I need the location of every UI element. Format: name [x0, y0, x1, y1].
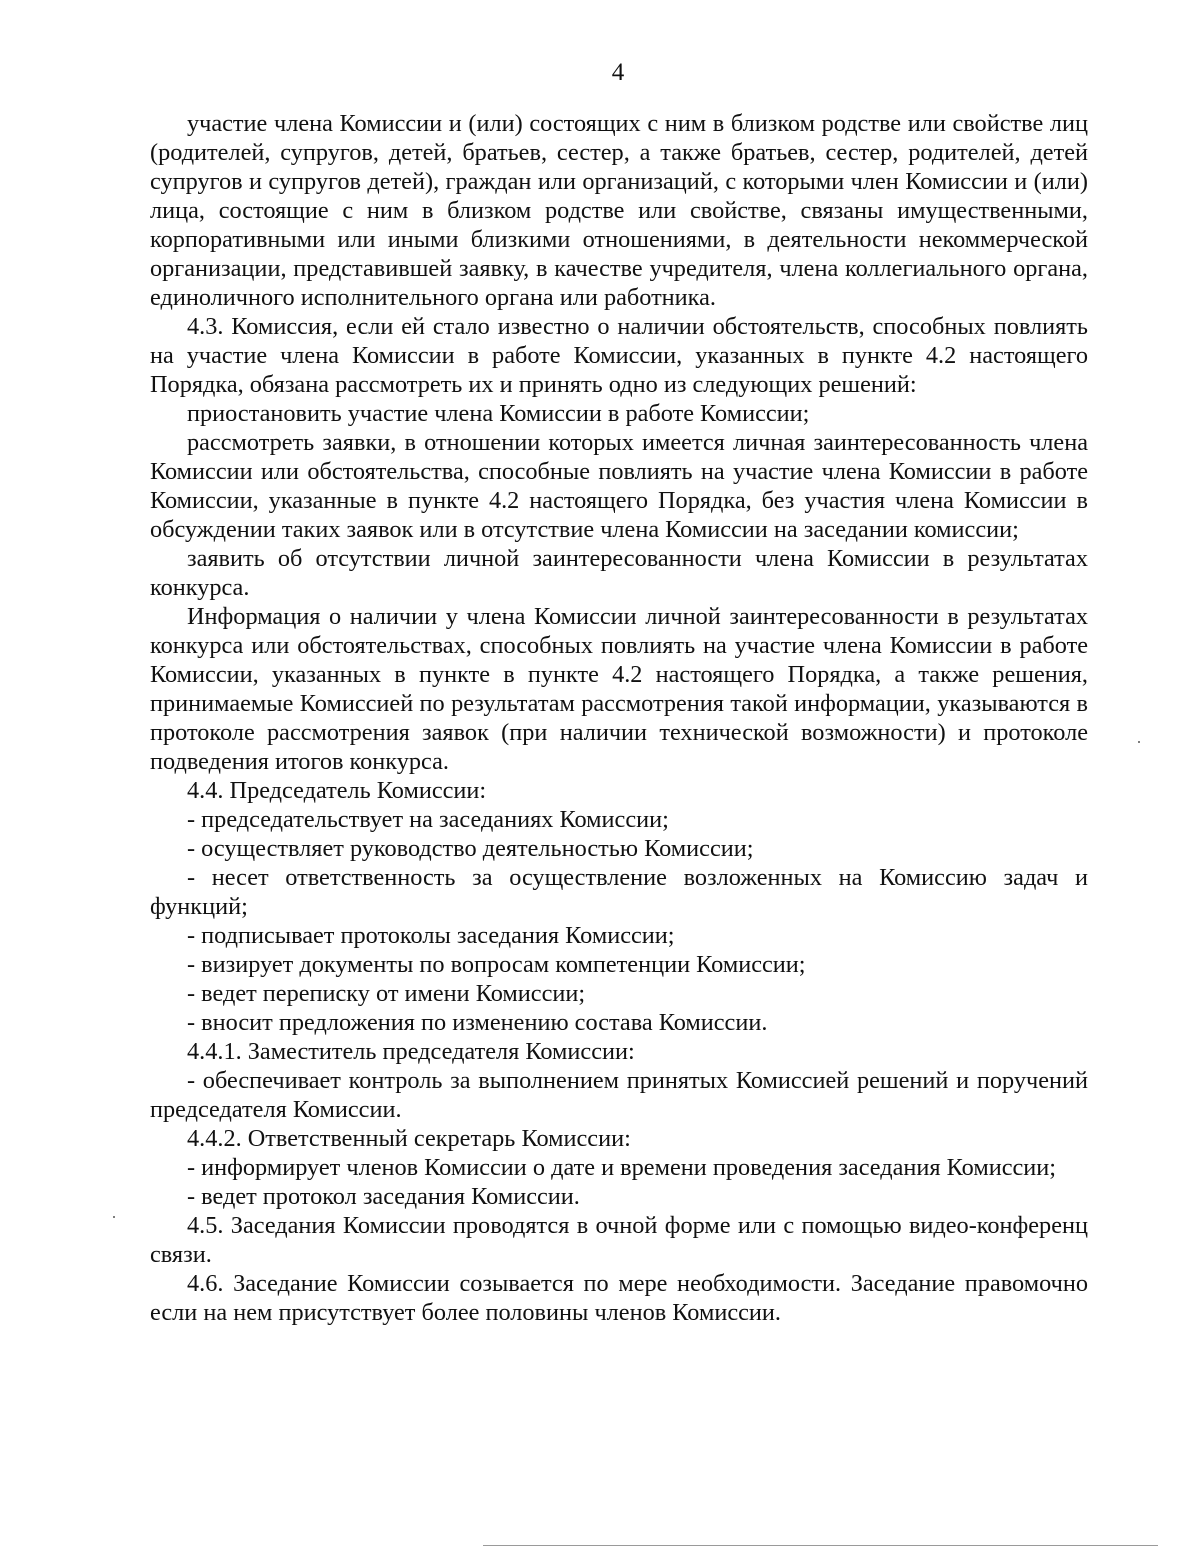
paragraph-continuation: участие члена Комиссии и (или) состоящих с ним в близком родстве или свойстве лиц (родителей, супругов, детей, братьев, сестер, а также братьев, сестер, родителей, детей супругов и супругов детей), граждан или организаций, с которыми член Комиссии и (или) лица, состоящие с ним в близком родстве или свойстве, связаны имущественными, корпоративными или иными близкими отношениями, в деятельности некоммерческой организации, представившей заявку, в качестве учредителя, члена коллегиального органа, единоличного исполнительного органа или работника. [150, 110, 1088, 311]
paragraph-4-5: 4.5. Заседания Комиссии проводятся в очной форме или с помощью видео-конференц связи. [150, 1212, 1088, 1268]
list-item: - подписывает протоколы заседания Комиссии; [187, 922, 675, 949]
list-item: - ведет переписку от имени Комиссии; [187, 980, 586, 1007]
list-item: - визирует документы по вопросам компетенции Комиссии; [187, 951, 806, 978]
list-item: - вносит предложения по изменению состава Комиссии. [187, 1009, 768, 1036]
paragraph-4-4-1-heading: 4.4.1. Заместитель председателя Комиссии: [187, 1038, 635, 1065]
list-item: - обеспечивает контроль за выполнением принятых Комиссией решений и поручений председателя Комиссии. [150, 1067, 1088, 1123]
paragraph-4-6: 4.6. Заседание Комиссии созывается по мере необходимости. Заседание правомочно если на нем присутствует более половины членов Комиссии. [150, 1270, 1088, 1326]
list-item: - информирует членов Комиссии о дате и времени проведения заседания Комиссии; [187, 1154, 1057, 1181]
list-item: - осуществляет руководство деятельностью Комиссии; [187, 835, 754, 862]
scan-edge-line [483, 1545, 1158, 1546]
paragraph-4-4-heading: 4.4. Председатель Комиссии: [187, 777, 487, 804]
paragraph-option-review: рассмотреть заявки, в отношении которых имеется личная заинтересованность члена Комиссии или обстоятельства, способные повлиять на участие члена Комиссии в работе Комиссии, указанные в пункте 4.2 настоящего Порядка, без участия члена Комиссии в обсуждении таких заявок или в отсутствие члена Комиссии на заседании комиссии; [150, 429, 1088, 543]
paragraph-option-suspend: приостановить участие члена Комиссии в работе Комиссии; [187, 400, 810, 427]
paragraph-4-3: 4.3. Комиссия, если ей стало известно о наличии обстоятельств, способных повлиять на участие члена Комиссии в работе Комиссии, указанных в пункте 4.2 настоящего Порядка, обязана рассмотреть их и принять одно из следующих решений: [150, 313, 1088, 398]
paragraph-4-4-2-heading: 4.4.2. Ответственный секретарь Комиссии: [187, 1125, 631, 1152]
paragraph-information: Информация о наличии у члена Комиссии личной заинтересованности в результатах конкурса или обстоятельствах, способных повлиять на участие члена Комиссии в работе Комиссии, указанных в пункте в пункте 4.2 настоящего Порядка, а также решения, принимаемые Комиссией по результатам рассмотрения такой информации, указываются в протоколе рассмотрения заявок (при наличии технической возможности) и протоколе подведения итогов конкурса. [150, 603, 1088, 775]
scan-speck [1138, 741, 1140, 743]
list-item: - ведет протокол заседания Комиссии. [187, 1183, 580, 1210]
paragraph-option-declare: заявить об отсутствии личной заинтересованности члена Комиссии в результатах конкурса. [150, 545, 1088, 601]
scan-speck [113, 1216, 115, 1218]
list-item: - несет ответственность за осуществление возложенных на Комиссию задач и функций; [150, 864, 1088, 920]
document-body [150, 109, 1088, 1327]
page-number: 4 [611, 59, 625, 86]
list-item: - председательствует на заседаниях Комиссии; [187, 806, 669, 833]
